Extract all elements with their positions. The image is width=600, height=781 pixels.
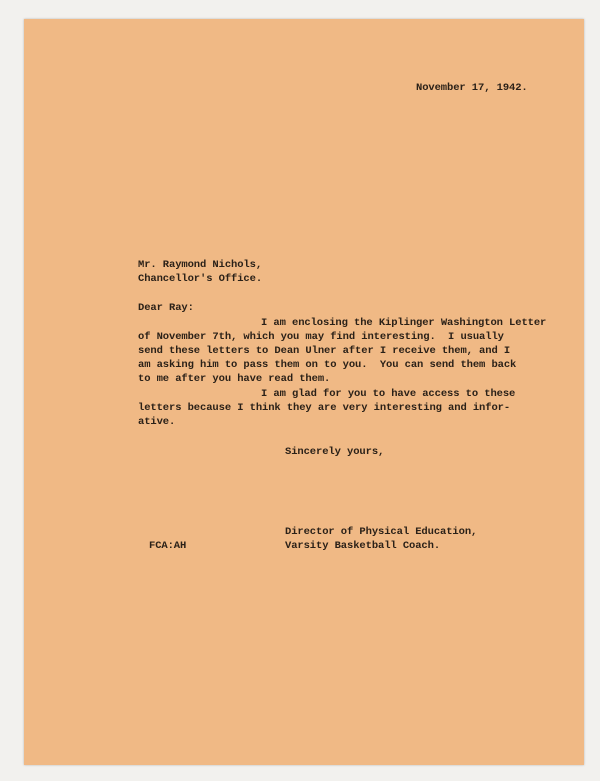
signature-title: Varsity Basketball Coach. <box>285 540 441 552</box>
letter-date: November 17, 1942. <box>416 82 528 94</box>
recipient-office: Chancellor's Office. <box>138 273 263 285</box>
salutation: Dear Ray: <box>138 302 194 314</box>
paragraph-1-line: am asking him to pass them on to you. You can send them back <box>138 359 517 371</box>
paragraph-2-line: letters because I think they are very interesting and infor- <box>138 402 511 414</box>
paragraph-1-line: I am enclosing the Kiplinger Washington Letter <box>261 317 547 329</box>
paragraph-1-line: to me after you have read them. <box>138 373 331 385</box>
letter-page <box>24 19 584 765</box>
closing: Sincerely yours, <box>285 446 385 458</box>
recipient-name: Mr. Raymond Nichols, <box>138 259 263 271</box>
paragraph-1-line: send these letters to Dean Ulner after I receive them, and I <box>138 345 511 357</box>
paragraph-2-line: ative. <box>138 416 176 428</box>
signature-title: Director of Physical Education, <box>285 526 478 538</box>
reference-initials: FCA:AH <box>149 540 187 552</box>
paragraph-1-line: of November 7th, which you may find interesting. I usually <box>138 331 504 343</box>
paragraph-2-line: I am glad for you to have access to these <box>261 388 516 400</box>
